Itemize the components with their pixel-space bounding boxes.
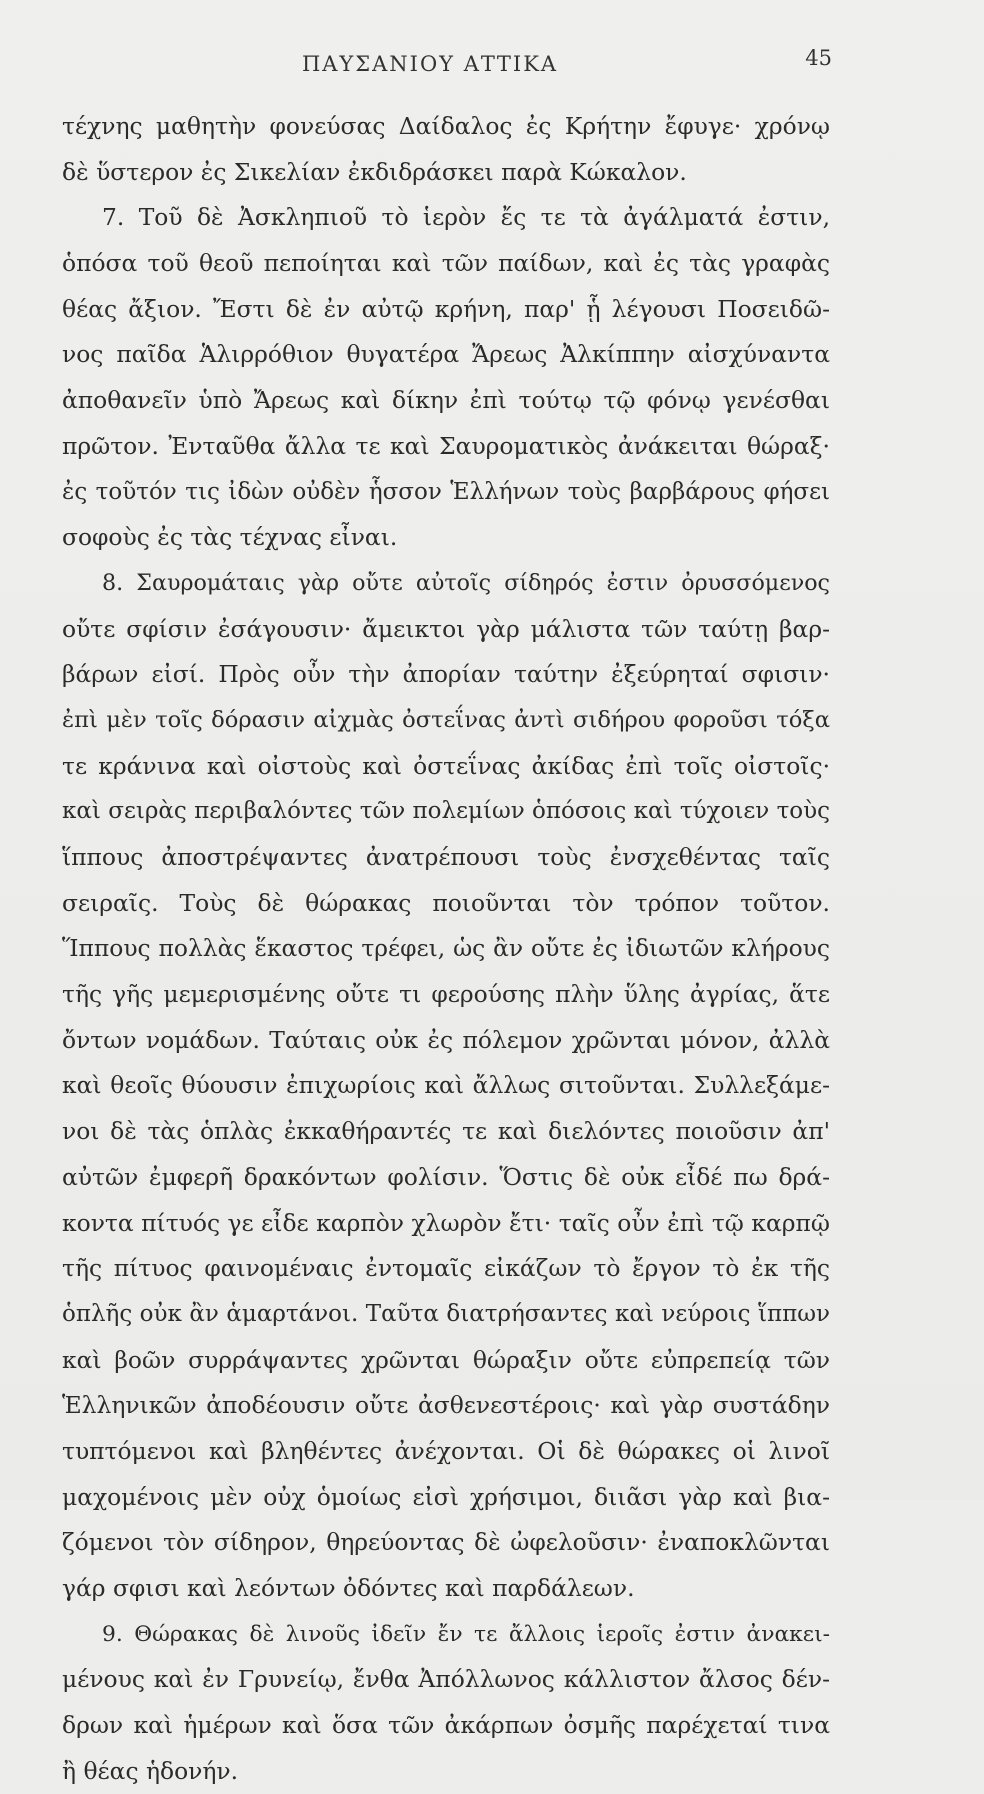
body-text xyxy=(62,104,830,1794)
text-line: 8. Σαυρομάταις γὰρ οὔτε αὐτοῖς σίδηρός ἐστιν ὀρυσσόμενος xyxy=(102,569,830,596)
page-number: 45 xyxy=(805,46,832,70)
text-line: δρων καὶ ἡμέρων καὶ ὅσα τῶν ἀκάρπων ὀσμῆς παρέχεταί τινα xyxy=(62,1711,830,1740)
running-head xyxy=(0,46,984,86)
text-line: πρῶτον. Ἐνταῦθα ἄλλα τε καὶ Σαυροματικὸς ἀνάκειται θώραξ· xyxy=(62,431,830,460)
text-line: τέχνης μαθητὴν φονεύσας Δαίδαλος ἐς Κρήτην ἔφυγε· χρόνῳ xyxy=(62,112,830,140)
text-line: ἵππους ἀποστρέψαντες ἀνατρέπουσι τοὺς ἐνσχεθέντας ταῖς xyxy=(62,843,830,871)
text-line: ὁπλῆς οὐκ ἂν ἁμαρτάνοι. Ταῦτα διατρήσαντες καὶ νεύροις ἵππων xyxy=(62,1300,830,1327)
text-line: κοντα πίτυός γε εἶδε καρπὸν χλωρὸν ἔτι· ταῖς οὖν ἐπὶ τῷ καρπῷ xyxy=(62,1208,830,1237)
text-line: γάρ σφισι καὶ λεόντων ὀδόντες καὶ παρδάλεων. xyxy=(62,1574,635,1602)
text-line: ὄντων νομάδων. Ταύταις οὐκ ἐς πόλεμον χρῶνται μόνον, ἀλλὰ xyxy=(62,1025,830,1054)
text-line: σοφοὺς ἐς τὰς τέχνας εἶναι. xyxy=(62,523,398,552)
text-line: ἐς τοῦτόν τις ἰδὼν οὐδὲν ἧσσον Ἑλλήνων τοὺς βαρβάρους φήσει xyxy=(62,478,830,505)
text-line: Ἵππους πολλὰς ἕκαστος τρέφει, ὡς ἂν οὔτε ἐς ἰδιωτῶν κλήρους xyxy=(62,934,830,963)
text-line: ὁπόσα τοῦ θεοῦ πεποίηται καὶ τῶν παίδων, καὶ ἐς τὰς γραφὰς xyxy=(62,249,830,278)
text-line: ζόμενοι τὸν σίδηρον, θηρεύοντας δὲ ὠφελοῦσιν· ἐναποκλῶνται xyxy=(62,1528,830,1557)
text-line: δὲ ὕστερον ἐς Σικελίαν ἐκδιδράσκει παρὰ Κώκαλον. xyxy=(62,157,687,186)
text-line: 7. Τοῦ δὲ Ἀσκληπιοῦ τὸ ἱερὸν ἔς τε τὰ ἀγάλματά ἐστιν, xyxy=(102,203,830,232)
text-line: ἢ θέας ἡδονήν. xyxy=(62,1756,239,1785)
text-line: ἐπὶ μὲν τοῖς δόρασιν αἰχμὰς ὀστεΐνας ἀντὶ σιδήρου φοροῦσι τόξα xyxy=(62,706,830,733)
text-line: τῆς γῆς μεμερισμένης οὔτε τι φερούσης πλὴν ὕλης ἀγρίας, ἅτε xyxy=(62,980,830,1009)
text-line: θέας ἄξιον. Ἔστι δὲ ἐν αὐτῷ κρήνη, παρ' ᾗ λέγουσι Ποσειδῶ- xyxy=(62,294,830,323)
text-line: τῆς πίτυος φαινομέναις ἐντομαῖς εἰκάζων τὸ ἔργον τὸ ἐκ τῆς xyxy=(62,1254,830,1283)
text-line: καὶ βοῶν συρράψαντες χρῶνται θώραξιν οὔτε εὐπρεπείᾳ τῶν xyxy=(62,1345,830,1374)
text-line: καὶ σειρὰς περιβαλόντες τῶν πολεμίων ὁπόσοις καὶ τύχοιεν τοὺς xyxy=(62,798,830,825)
text-line: βάρων εἰσί. Πρὸς οὖν τὴν ἀπορίαν ταύτην ἐξεύρηταί σφισιν· xyxy=(62,660,830,689)
text-line: 9. Θώρακας δὲ λινοῦς ἰδεῖν ἔν τε ἄλλοις ἱεροῖς ἐστιν ἀνακει- xyxy=(102,1621,830,1647)
text-line: οὔτε σφίσιν ἐσάγουσιν· ἄμεικτοι γὰρ μάλιστα τῶν ταύτῃ βαρ- xyxy=(62,614,830,643)
text-line: τυπτόμενοι καὶ βληθέντες ἀνέχονται. Οἱ δὲ θώρακες οἱ λινοῖ xyxy=(62,1436,830,1465)
text-line: σειραῖς. Τοὺς δὲ θώρακας ποιοῦνται τὸν τρόπον τοῦτον. xyxy=(62,888,830,917)
text-line: ἀποθανεῖν ὑπὸ Ἄρεως καὶ δίκην ἐπὶ τούτῳ τῷ φόνῳ γενέσθαι xyxy=(62,386,830,415)
text-line: αὐτῶν ἐμφερῆ δρακόντων φολίσιν. Ὅστις δὲ οὐκ εἶδέ πω δρά- xyxy=(62,1162,830,1191)
text-line: Ἑλληνικῶν ἀποδέουσιν οὔτε ἀσθενεστέροις· καὶ γὰρ συστάδην xyxy=(62,1391,830,1420)
text-line: νος παῖδα Ἁλιρρόθιον θυγατέρα Ἄρεως Ἀλκίππην αἰσχύναντα xyxy=(62,340,830,369)
text-line: καὶ θεοῖς θύουσιν ἐπιχωρίοις καὶ ἄλλως σιτοῦνται. Συλλεξάμε- xyxy=(62,1071,830,1100)
text-line: μαχομένοις μὲν οὐχ ὁμοίως εἰσὶ χρήσιμοι, διιᾶσι γὰρ καὶ βια- xyxy=(62,1482,830,1511)
text-line: μένους καὶ ἐν Γρυνείῳ, ἔνθα Ἀπόλλωνος κάλλιστον ἄλσος δέν- xyxy=(62,1665,830,1694)
text-line: νοι δὲ τὰς ὁπλὰς ἐκκαθήραντές τε καὶ διελόντες ποιοῦσιν ἀπ' xyxy=(62,1117,830,1146)
text-line: τε κράνινα καὶ οἰστοὺς καὶ ὀστεΐνας ἀκίδας ἐπὶ τοῖς οἰστοῖς· xyxy=(62,751,830,780)
page-title: ΠΑΥΣΑΝΙΟΥ ΑΤΤΙΚΑ xyxy=(301,52,559,76)
